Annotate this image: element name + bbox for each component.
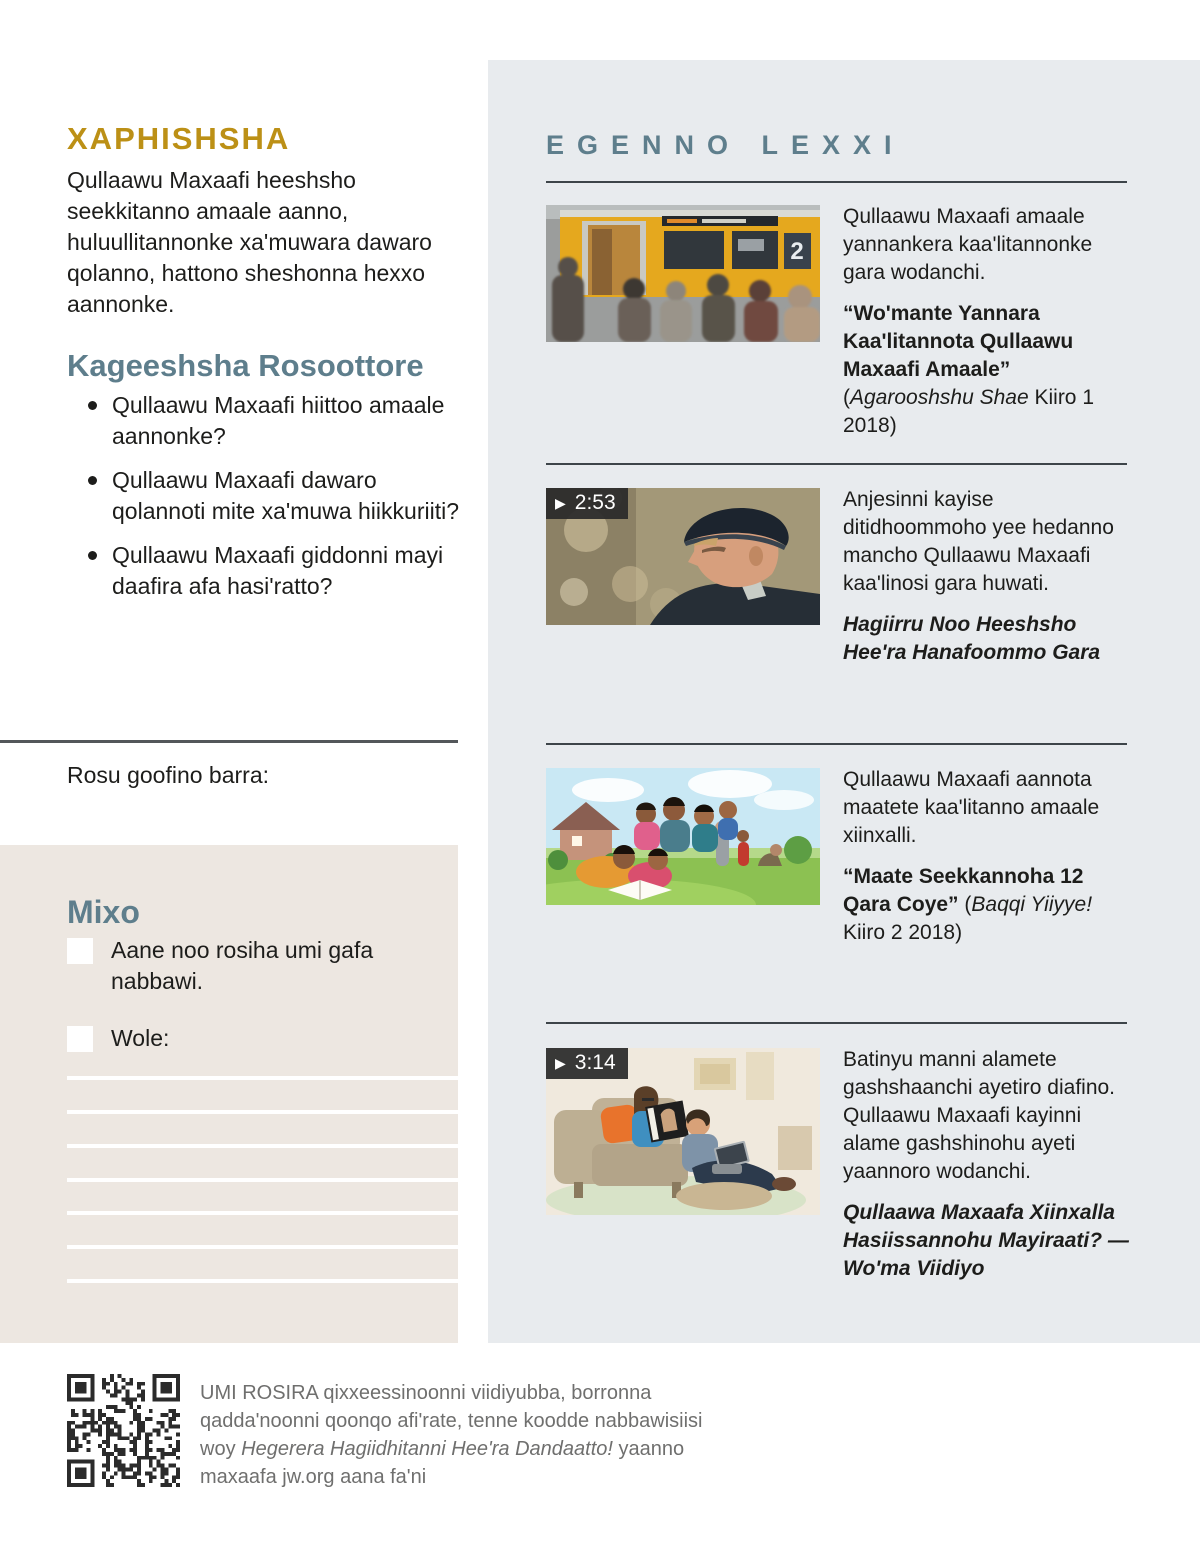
goal-label: Aane noo rosiha umi gafa nabbawi. [111, 937, 374, 994]
question-item [88, 540, 470, 602]
train-station-photo [546, 205, 820, 342]
item-divider [546, 743, 1127, 745]
question-item [88, 465, 470, 527]
question-text: Qullaawu Maxaafi hiittoo amaale aannonke? [112, 392, 445, 449]
item-1-citation: (Agarooshshu Shae Kiiro 1 2018) [843, 386, 1094, 437]
play-icon: ▶ [555, 1055, 566, 1071]
item-3-reference: “Maate Seekkannoha 12 Qara Coye” (Baqqi Yiiyye! Kiiro 2 2018) [843, 865, 1093, 944]
family-graphic [546, 768, 820, 905]
item-1-text [843, 203, 1129, 440]
family-study-illustration [546, 768, 820, 905]
write-line[interactable] [67, 1076, 458, 1080]
study-questions-list [88, 390, 470, 615]
item-4-video-title: Qullaawa Maxaafa Xiinxalla Hasiissannohu Mayiraati? —Wo'ma Viidiyo [843, 1201, 1129, 1280]
item-3-citation: (Baqqi Yiiyye! Kiiro 2 2018) [843, 893, 1093, 944]
goal-label: Wole: [111, 1025, 170, 1051]
question-text: Qullaawu Maxaafi giddonni mayi daafira afa hasi'ratto? [112, 542, 444, 599]
svg-text:2: 2 [790, 238, 804, 265]
bullet-icon [88, 476, 97, 485]
footer-note: UMI ROSIRA qixxeessinoonni viidiyubba, borronna qadda'noonni qoonqo afi'rate, tenne koodde nabbawisiisi woy Hegerera Hagiidhitanni Hee'ra Dandaatto! yaanno maxaafa jw.org aana fa'ni [200, 1382, 703, 1488]
bullet-icon [88, 551, 97, 560]
section-divider [0, 740, 458, 743]
video-duration-badge [546, 1048, 628, 1079]
goals-box [0, 845, 458, 1343]
item-2-text [843, 486, 1129, 667]
goals-heading: Mixo [67, 893, 140, 930]
item-3-body: Qullaawu Maxaafi aannota maatete kaa'litanno amaale xiinxalli. [843, 768, 1100, 847]
train-photo-graphic [546, 205, 820, 342]
write-line[interactable] [67, 1245, 458, 1249]
item-divider [546, 463, 1127, 465]
question-text: Qullaawu Maxaafi dawaro qolannoti mite xa'muwa hiikkuriiti? [112, 467, 459, 524]
summary-paragraph: Qullaawu Maxaafi heeshsho seekkitanno amaale aanno, huluullitannonke xa'muwara dawaro qolanno, hattono sheshonna hexxo aannonke. [67, 167, 432, 317]
video-duration: 3:14 [574, 1051, 616, 1074]
item-3-text [843, 766, 1129, 947]
question-item [88, 390, 470, 452]
dig-deeper-heading: EGENNO LEXXI [546, 130, 905, 161]
summary-heading: XAPHISHSHA [67, 120, 291, 156]
item-divider [546, 181, 1127, 183]
goal-row [67, 935, 441, 997]
item-1-reference: “Wo'mante Yannara Kaa'litannota Qullaawu Maxaafi Amaale” [843, 302, 1074, 381]
write-line[interactable] [67, 1211, 458, 1215]
write-line[interactable] [67, 1144, 458, 1148]
write-line[interactable] [67, 1110, 458, 1114]
video-duration-badge [546, 488, 628, 519]
item-2-video-title: Hagiirru Noo Heeshsho Hee'ra Hanafoommo Gara [843, 613, 1101, 664]
write-line[interactable] [67, 1178, 458, 1182]
video-thumbnail-song[interactable] [546, 488, 820, 625]
bullet-icon [88, 401, 97, 410]
item-4-body: Batinyu manni alamete gashshaanchi ayetiro diafino. Qullaawu Maxaafi kayinni alame gashshinohu ayeti yaannoro wodanchi. [843, 1048, 1116, 1183]
goal-checkbox[interactable] [67, 1026, 93, 1052]
goal-row [67, 1023, 441, 1054]
item-1-body: Qullaawu Maxaafi amaale yannankera kaa'litannonke gara wodanchi. [843, 205, 1093, 284]
item-2-body: Anjesinni kayise ditidhoommoho yee hedanno mancho Qullaawu Maxaafi kaa'linosi gara huwati. [843, 488, 1114, 595]
item-4-text [843, 1046, 1129, 1283]
video-thumbnail-study[interactable] [546, 1048, 820, 1215]
lesson-date-label: Rosu goofino barra: [67, 762, 270, 788]
play-icon: ▶ [555, 495, 566, 511]
qr-code [67, 1374, 180, 1487]
video-duration: 2:53 [574, 491, 616, 514]
goal-checkbox[interactable] [67, 938, 93, 964]
item-divider [546, 1022, 1127, 1024]
write-line[interactable] [67, 1279, 458, 1283]
study-questions-heading: Kageeshsha Rosoottore [67, 347, 424, 383]
